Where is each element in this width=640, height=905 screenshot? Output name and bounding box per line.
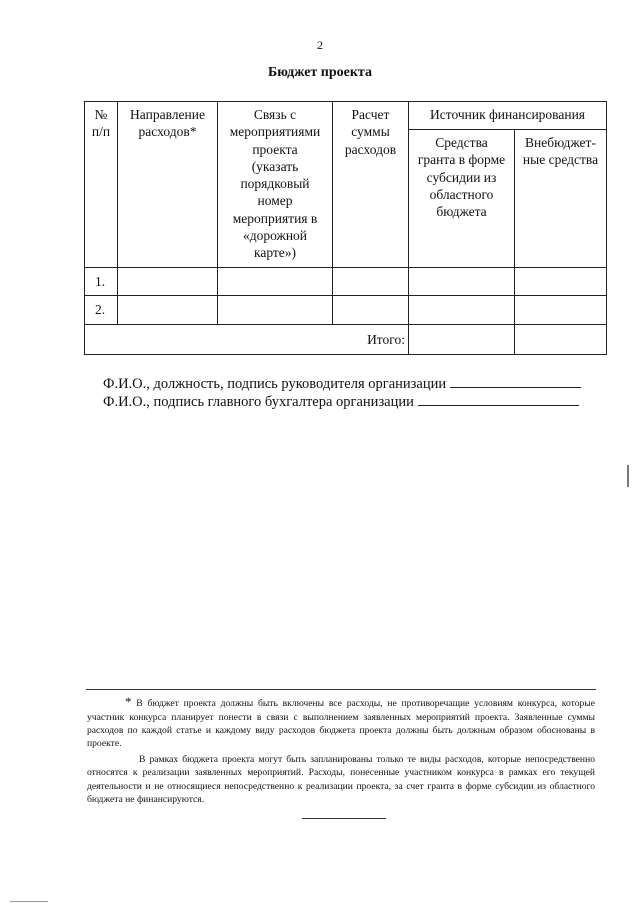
page-title: Бюджет проекта	[268, 65, 372, 80]
header-funding-source: Источник финансирования	[409, 102, 607, 130]
footnote-paragraph-2: В рамках бюджета проекта могут быть запланированы только те виды расходов, которые непосредственно относятся к реализации заявленных мероприятий. Расходы, понесенные участником конкурса в рамках его текущей деятельности и не относящиеся непосредственно к реализации проекта, за счет гранта в форме субсидии из областного бюджета не финансируются.	[87, 754, 595, 805]
scan-corner-mark	[10, 901, 48, 902]
footnote	[87, 693, 595, 806]
total-label: Итого:	[85, 325, 409, 355]
header-calculation: Расчет суммы расходов	[333, 102, 409, 268]
head-signature-line: Ф.И.О., должность, подпись руководителя организации	[103, 376, 581, 393]
row-number: 2.	[85, 296, 118, 325]
total-extra-cell	[515, 325, 607, 355]
row-number: 1.	[85, 268, 118, 296]
header-grant-funds: Средства гранта в форме субсидии из областного бюджета	[409, 130, 515, 268]
footnote-star: *	[125, 694, 132, 709]
signature-blank	[450, 376, 581, 388]
accountant-signature-line: Ф.И.О., подпись главного бухгалтера организации	[103, 394, 579, 411]
end-rule	[302, 818, 386, 819]
table-row	[85, 296, 607, 325]
header-direction: Направление расходов*	[118, 102, 218, 268]
table-row	[85, 268, 607, 296]
footnote-paragraph-1: В бюджет проекта должны быть включены все расходы, не противоречащие условиям конкурса, которые участник конкурса планирует понести в связи с выполнением заявленных мероприятий проекта. Заявленные суммы расходов по каждой статье и каждому виду расходов бюджета проекта должны быть должным образом обоснованы в проекте.	[87, 698, 595, 750]
header-extrabudgetary-funds: Внебюджет- ные средства	[515, 130, 607, 268]
budget-table	[84, 101, 607, 355]
scan-margin-mark	[627, 465, 629, 487]
header-number: № п/п	[85, 102, 118, 268]
page-number: 2	[317, 38, 323, 52]
footnote-rule	[86, 689, 596, 690]
total-grant-cell	[409, 325, 515, 355]
signature-blank	[418, 394, 579, 406]
header-link-to-activities: Связь с мероприятиями проекта (указать порядковый номер мероприятия в «дорожной карте»)	[218, 102, 333, 268]
total-row	[85, 325, 607, 355]
